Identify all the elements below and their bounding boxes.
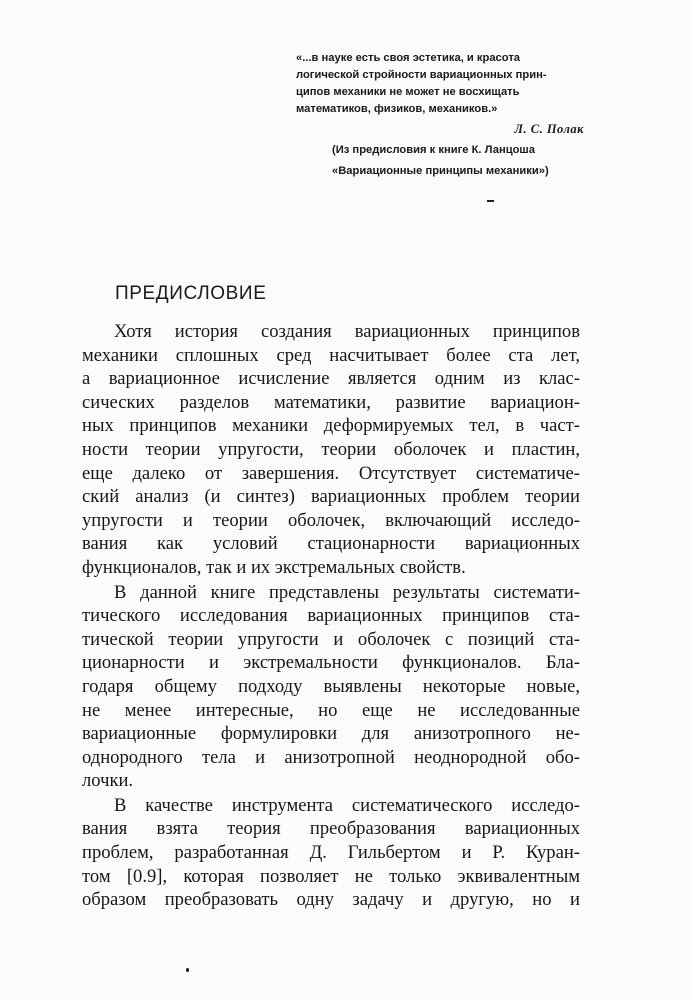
text-line: В данной книге представлены результаты системати-	[114, 581, 580, 603]
text-line: ных принципов механики деформируемых тел, в част-	[82, 415, 580, 437]
text-line: тической теории упругости и оболочек с позиций ста-	[82, 628, 580, 650]
text-line: ционарности и экстремальности функционалов. Бла-	[82, 652, 580, 674]
epigraph	[296, 50, 596, 180]
text-line: Хотя история создания вариационных принципов	[114, 321, 580, 342]
text-line: образом преобразовать одну задачу и другую, но и	[82, 889, 580, 911]
epigraph-author: Л. С. Полак	[514, 122, 584, 136]
text-line: еще далеко от завершения. Отсутствует систематиче-	[82, 462, 580, 484]
epigraph-line: математиков, физиков, механиков.»	[296, 103, 498, 115]
text-line: механики сплошных сред насчитывает более ста лет,	[82, 344, 580, 366]
paragraph-2	[82, 581, 580, 793]
epigraph-line: «...в науке есть своя эстетика, и красота	[296, 52, 521, 64]
text-line: тического исследования вариационных принципов ста-	[82, 605, 580, 627]
epigraph-line: логической стройности вариационных прин-	[296, 69, 547, 81]
text-line: проблем, разработанная Д. Гильбертом и Р. Куран-	[82, 842, 580, 864]
paragraph-3	[82, 794, 580, 912]
text-line: однородного тела и анизотропной неоднородной обо-	[82, 746, 580, 768]
text-line: ский анализ (и синтез) вариационных проблем теории	[82, 486, 580, 508]
text-line: функционалов, так и их экстремальных свойств.	[82, 556, 466, 578]
text-line: сических разделов математики, развитие вариацион-	[82, 391, 580, 413]
section-heading: ПРЕДИСЛОВИЕ	[115, 283, 267, 304]
text-line: упругости и теории оболочек, включающий исследо-	[82, 509, 580, 531]
text-line: том [0.9], которая позволяет не только эквивалентным	[82, 865, 580, 887]
text-line: вариационные формулировки для анизотропного не-	[82, 723, 580, 745]
text-line: вания взята теория преобразования вариационных	[82, 818, 580, 840]
epigraph-source-line: (Из предисловия к книге К. Ланцоша	[332, 144, 535, 156]
text-line: В качестве инструмента систематического исследо-	[114, 794, 580, 816]
epigraph-line: ципов механики не может не восхищать	[296, 86, 520, 98]
text-line: лочки.	[82, 770, 134, 792]
epigraph-source-line: «Вариационные принципы механики»)	[332, 165, 549, 177]
print-speck	[487, 200, 494, 202]
body-text	[82, 320, 580, 912]
text-line: вания как условий стационарности вариационных	[82, 533, 580, 555]
text-line: а вариационное исчисление является одним из клас-	[82, 368, 580, 390]
paragraph-1	[82, 320, 580, 580]
text-line: не менее интересные, но еще не исследованные	[82, 699, 580, 721]
print-speck	[186, 968, 189, 972]
text-line: годаря общему подходу выявлены некоторые новые,	[82, 675, 580, 697]
text-line: ности теории упругости, теории оболочек и пластин,	[82, 438, 580, 460]
